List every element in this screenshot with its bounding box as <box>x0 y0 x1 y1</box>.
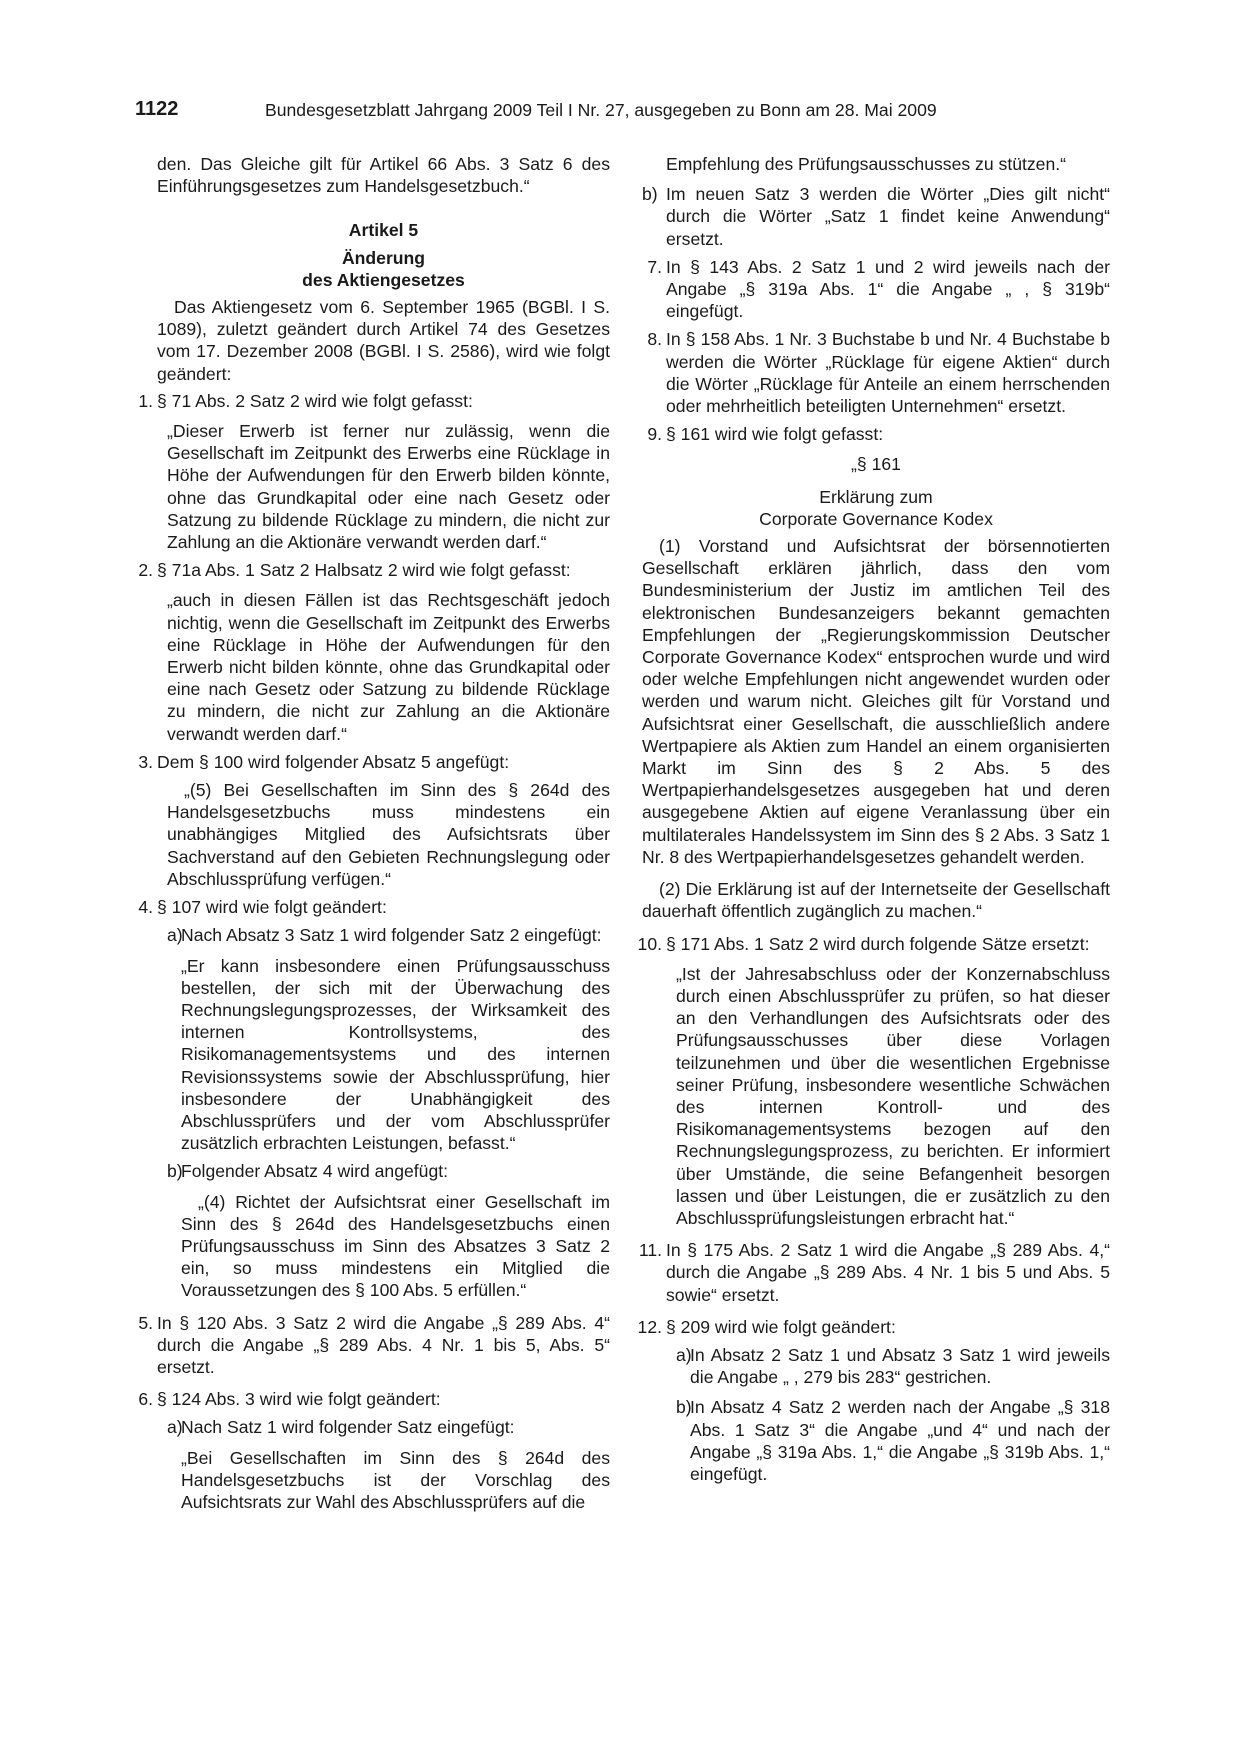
running-title: Bundesgesetzblatt Jahrgang 2009 Teil I Nr. 27, ausgegeben zu Bonn am 28. Mai 2009 <box>265 100 937 120</box>
sub-item-label: b) <box>676 1397 692 1418</box>
section-title-2: Corporate Governance Kodex <box>759 508 993 529</box>
item-number: 12. <box>637 1316 662 1337</box>
sub-item <box>157 924 610 1154</box>
item-number: 2. <box>138 560 153 581</box>
item-text: § 124 Abs. 3 wird wie folgt geändert: <box>157 1389 441 1410</box>
quoted-text: „Dieser Erwerb ist ferner nur zulässig, wenn die Gesellschaft im Zeitpunkt des Erwerbs eine Rücklage in Höhe der Aufwendungen für den Erwerb bilden könnte, ohne das Grundkapital oder eine nach Gesetz oder Satzung zu bildende Rücklage zu mindern, die nicht zur Zahlung an die Aktionäre verwandt werden darf.“ <box>167 421 610 553</box>
sub-item-text: In Absatz 4 Satz 2 werden nach der Angabe „§ 318 Abs. 1 Satz 3“ die Angabe „und 4“ und nach der Angabe „§ 319a Abs. 1,“ die Angabe „§ 319b Abs. 1,“ eingefügt. <box>690 1397 1110 1484</box>
quoted-text: „auch in diesen Fällen ist das Rechtsgeschäft jedoch nichtig, wenn die Gesellschaft im Zeitpunkt des Erwerbs eine Rücklage in Höhe der Aufwendungen für den Erwerb nicht bilden könnte, ohne das Grundkapital oder eine nach Gesetz oder Satzung zu bildende Rücklage zu mindern, die nicht zur Zahlung an die Aktionäre verwandt werden darf.“ <box>167 590 610 744</box>
item-number: 10. <box>637 933 662 954</box>
article-subtitle-1: Änderung <box>341 247 426 268</box>
list-item <box>138 390 610 553</box>
list-item <box>642 423 1110 445</box>
sub-item-label: b) <box>167 1161 183 1182</box>
list-item <box>138 751 610 890</box>
item-number: 9. <box>647 424 662 445</box>
list-item <box>637 933 1110 1230</box>
item-text: § 209 wird wie folgt geändert: <box>666 1316 896 1337</box>
item-text: In § 143 Abs. 2 Satz 1 und 2 wird jeweils nach der Angabe „§ 319a Abs. 1“ die Angabe „ , § 319b“ eingefügt. <box>666 256 1110 322</box>
sub-item <box>157 1416 610 1513</box>
item-text: In § 175 Abs. 2 Satz 1 wird die Angabe „§ 289 Abs. 4,“ durch die Angabe „§ 289 Abs. 4 Nr. 1 bis 5 und Abs. 5 sowie“ ersetzt. <box>666 1240 1110 1305</box>
quoted-text: „(4) Richtet der Aufsichtsrat einer Gesellschaft im Sinn des § 264d des Handelsgesetzbuchs einen Prüfungsausschuss im Sinn des Absatzes 3 Satz 2 ein, so muss mindestens ein Mitglied die Voraussetzungen des § 100 Abs. 5 erfüllen.“ <box>181 1191 610 1301</box>
quoted-text: „Bei Gesellschaften im Sinn des § 264d des Handelsgesetzbuchs ist der Vorschlag des Aufsichtsrats zur Wahl des Abschlussprüfers auf die <box>181 1447 610 1512</box>
list-item <box>637 1316 1110 1485</box>
sub-item <box>157 1160 610 1301</box>
item-number: 5. <box>138 1312 153 1333</box>
item-text: § 171 Abs. 1 Satz 2 wird durch folgende Sätze ersetzt: <box>666 933 1090 954</box>
intro-paragraph: den. Das Gleiche gilt für Artikel 66 Abs. 3 Satz 6 des Einführungsgesetzes zum Handelsgesetzbuch.“ <box>157 154 610 197</box>
list-item <box>638 1239 1110 1306</box>
item-number: 6. <box>138 1389 153 1410</box>
item-number: 11. <box>638 1240 662 1261</box>
quoted-text: „(5) Bei Gesellschaften im Sinn des § 264d des Handelsgesetzbuchs muss mindestens ein unabhängiges Mitglied des Aufsichtsrats über Sachverstand auf den Gebieten Rechnungslegung oder Abschlussprüfung verfügen.“ <box>167 780 610 889</box>
section-title-1: Erklärung zum <box>819 486 933 507</box>
quoted-text: „Er kann insbesondere einen Prüfungsausschuss bestellen, der sich mit der Überwachung des Rechnungslegungsprozesses, der Wirksamkeit des internen Kontrollsystems, des Risikomanagementsystems und des internen Revisionssystems sowie der Abschlussprüfung, hier insbesondere der Unabhängigkeit des Abschlussprüfers und der vom Abschlussprüfer zusätzlich erbrachten Leistungen, befasst.“ <box>181 955 610 1154</box>
item-text: § 107 wird wie folgt geändert: <box>157 897 387 918</box>
sub-item-label: a) <box>167 925 183 946</box>
quoted-section <box>642 453 1110 922</box>
list-item <box>138 896 610 1301</box>
item-number: 1. <box>138 390 153 411</box>
sub-item <box>666 1396 1110 1485</box>
sub-item-label: a) <box>676 1344 692 1365</box>
list-item <box>138 559 610 745</box>
item-number: 7. <box>647 256 662 277</box>
page-number: 1122 <box>135 98 179 120</box>
continued-text: Empfehlung des Prüfungsausschusses zu stützen.“ <box>666 154 1066 174</box>
sub-item-text: Nach Satz 1 wird folgender Satz eingefügt: <box>181 1417 515 1438</box>
item-text: § 71 Abs. 2 Satz 2 wird wie folgt gefasst: <box>157 390 473 411</box>
section-paragraph-2: (2) Die Erklärung ist auf der Internetseite der Gesellschaft dauerhaft öffentlich zugänglich zu machen.“ <box>642 879 1110 922</box>
page-header <box>135 98 1110 124</box>
sub-item-text: Im neuen Satz 3 werden die Wörter „Dies gilt nicht“ durch die Wörter „Satz 1 findet keine Anwendung“ ersetzt. <box>666 184 1110 249</box>
item-number: 4. <box>138 897 153 918</box>
quoted-text: „Ist der Jahresabschluss oder der Konzernabschluss durch einen Abschlussprüfer zu prüfen, so hat dieser an den Verhandlungen des Aufsichtsrats oder des Prüfungsausschusses über diese Vorlagen teilzunehmen und über die wesentlichen Ergebnisse seiner Prüfung, insbesondere wesentliche Schwächen des internen Kontroll- und des Risikomanagementsystems bezogen auf den Rechnungslegungsprozess, zu berichten. Er informiert über Umstände, die seine Befangenheit besorgen lassen und über Leistungen, die er zusätzlich zu den Abschlussprüfungsleistungen erbracht hat.“ <box>676 963 1110 1228</box>
sub-item <box>642 183 1110 250</box>
item-number: 8. <box>647 329 662 350</box>
item-text: § 161 wird wie folgt gefasst: <box>666 424 884 445</box>
sub-item-label: b) <box>642 184 658 205</box>
list-item <box>642 256 1110 323</box>
list-item <box>138 1312 610 1379</box>
sub-item <box>666 1344 1110 1388</box>
section-paragraph-1: (1) Vorstand und Aufsichtsrat der börsennotierten Gesellschaft erklären jährlich, dass den vom Bundesministerium der Justiz im amtlichen Teil des elektronischen Bundesanzeigers bekannt gemachten Empfehlungen der „Regierungskommission Deutscher Corporate Governance Kodex“ entsprochen wurde und wird oder welche Empfehlungen nicht angewendet wurden oder werden und warum nicht. Gleiches gilt für Vorstand und Aufsichtsrat einer Gesellschaft, die ausschließlich andere Wertpapiere als Aktien zum Handel an einem organisierten Markt im Sinn des § 2 Abs. 5 des Wertpapierhandelsgesetzes ausgegeben hat und deren ausgegebene Aktien auf eigene Veranlassung über ein multilaterales Handelssystem im Sinn des § 2 Abs. 3 Satz 1 Nr. 8 des Wertpapierhandelsgesetzes gehandelt werden. <box>642 536 1110 867</box>
item-text: Dem § 100 wird folgender Absatz 5 angefügt: <box>157 751 510 772</box>
left-column <box>138 153 610 1513</box>
list-item <box>642 328 1110 417</box>
item-text: § 71a Abs. 1 Satz 2 Halbsatz 2 wird wie folgt gefasst: <box>157 560 571 581</box>
article-title: Artikel 5 <box>348 220 419 241</box>
item-text: In § 158 Abs. 1 Nr. 3 Buchstabe b und Nr. 4 Buchstabe b werden die Wörter „Rücklage für eigene Aktien“ durch die Wörter „Rücklage für Anteile an einem herrschenden oder mehrheitlich beteiligten Unternehmen“ ersetzt. <box>666 329 1110 417</box>
list-item <box>138 1388 610 1513</box>
lead-paragraph: Das Aktiengesetz vom 6. September 1965 (BGBl. I S. 1089), zuletzt geändert durch Artikel 74 des Gesetzes vom 17. Dezember 2008 (BGBl. I S. 2586), wird wie folgt geändert: <box>157 297 610 384</box>
article-subtitle-2: des Aktiengesetzes <box>302 269 465 290</box>
sub-item-text: In Absatz 2 Satz 1 und Absatz 3 Satz 1 wird jeweils die Angabe „ , 279 bis 283“ gestrichen. <box>690 1344 1110 1388</box>
sub-item-label: a) <box>167 1417 183 1438</box>
item-text: In § 120 Abs. 3 Satz 2 wird die Angabe „§ 289 Abs. 4“ durch die Angabe „§ 289 Abs. 4 Nr. 1 bis 5, Abs. 5“ ersetzt. <box>157 1312 610 1377</box>
sub-item-text: Nach Absatz 3 Satz 1 wird folgender Satz 2 eingefügt: <box>181 925 602 946</box>
sub-item-text: Folgender Absatz 4 wird angefügt: <box>181 1161 449 1182</box>
section-heading: „§ 161 <box>851 454 901 475</box>
right-column <box>637 153 1110 1485</box>
item-number: 3. <box>138 751 153 772</box>
